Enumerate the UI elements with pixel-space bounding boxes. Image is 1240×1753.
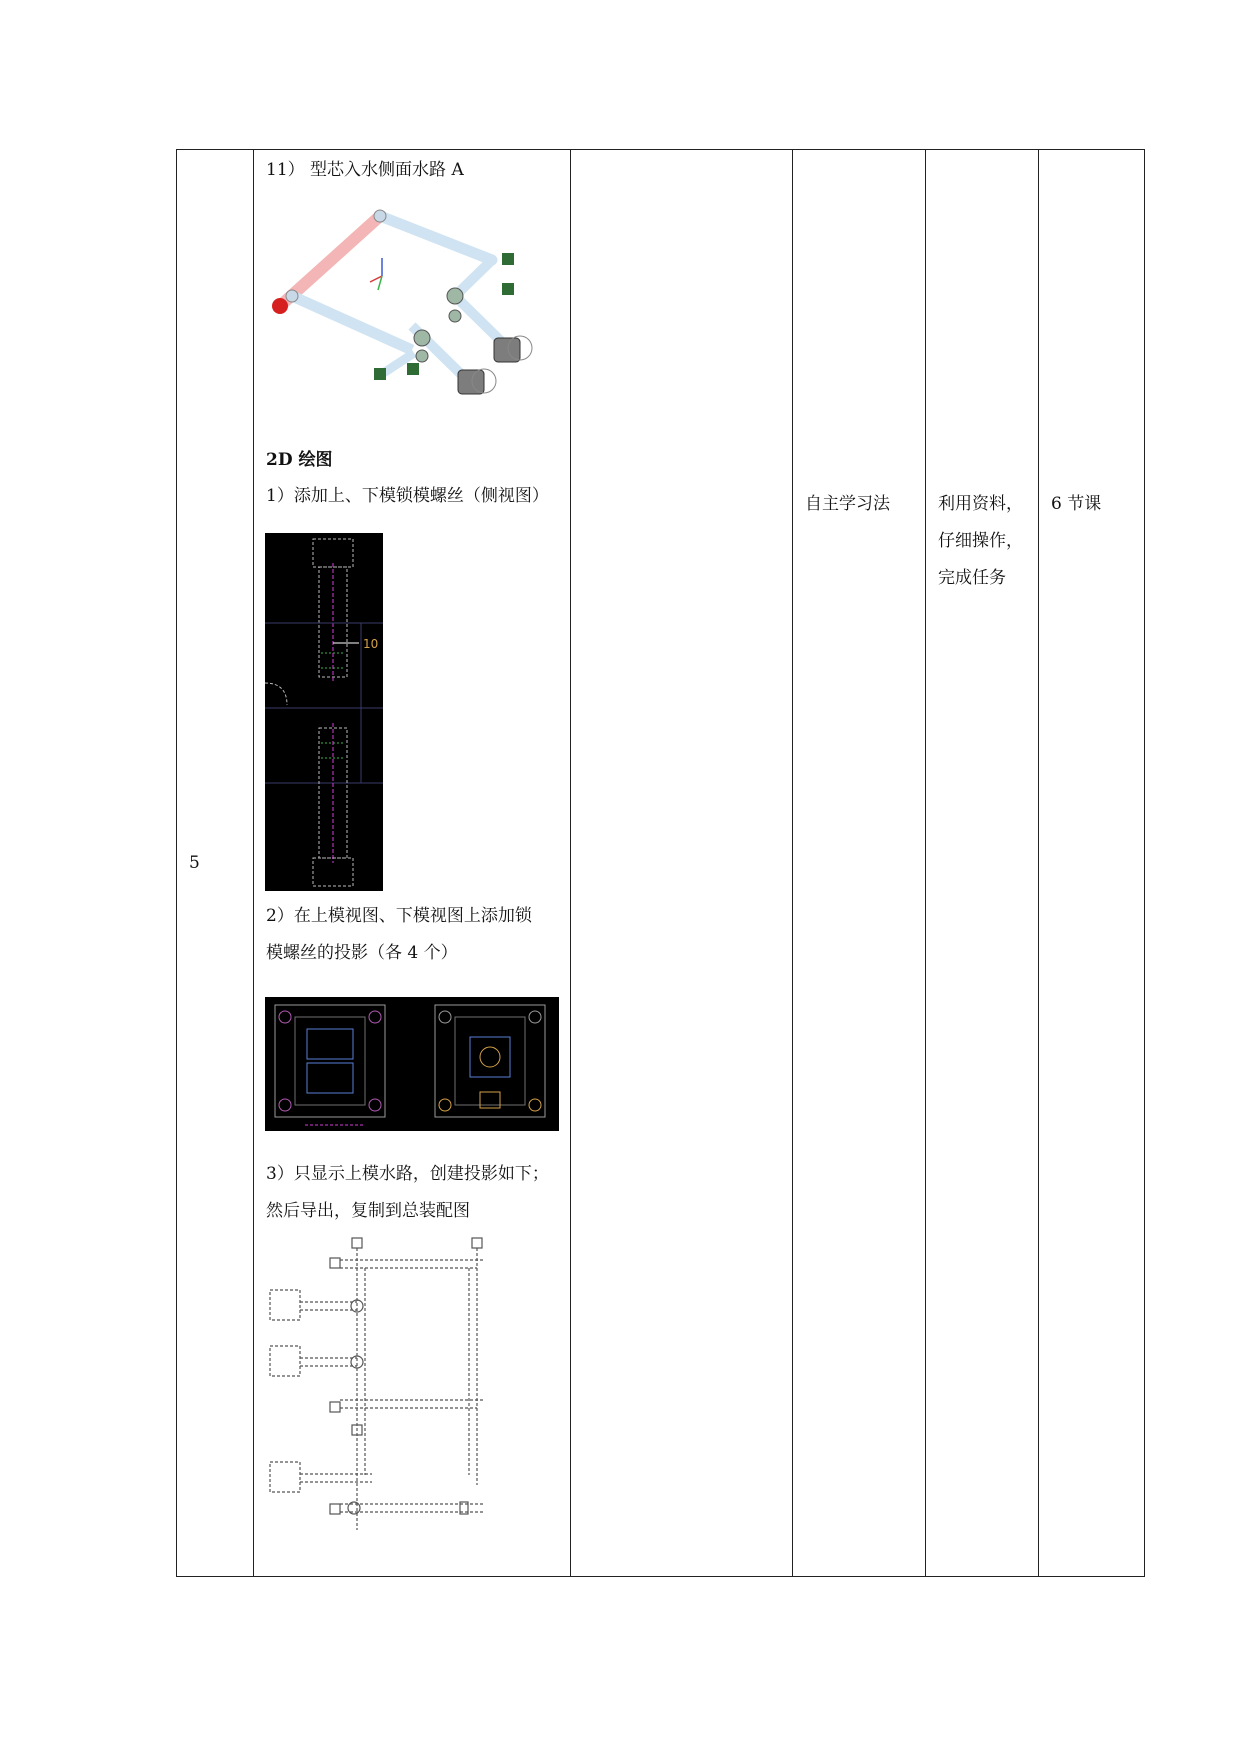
table-row (177, 150, 1145, 1577)
row-number: 5 (189, 853, 200, 873)
method-cell (793, 150, 926, 1577)
cad-side-view-figure (265, 533, 383, 891)
empty-cell (571, 150, 793, 1577)
step-3-text-line2: 然后导出，复制到总装配图 (266, 1201, 470, 1221)
requirement-line-1: 利用资料， (938, 494, 1023, 514)
content-cell (254, 150, 571, 1577)
time-text: 6 节课 (1051, 494, 1102, 514)
teaching-method: 自主学习法 (805, 494, 890, 514)
requirement-cell (926, 150, 1039, 1577)
waterline-projection-figure (262, 1230, 512, 1560)
lesson-plan-table (176, 149, 1145, 1577)
requirement-line-3: 完成任务 (938, 568, 1006, 588)
time-cell (1039, 150, 1145, 1577)
step-2-text-line1: 2）在上模视图、下模视图上添加锁 (266, 906, 532, 926)
dimension-label: 10 (363, 637, 379, 651)
step-1-text: 1）添加上、下模锁模螺丝（侧视图） (266, 486, 549, 506)
waterline-3d-icon (272, 210, 532, 394)
step-11-text: 11） 型芯入水侧面水路 A (266, 160, 464, 180)
waterline-3d-figure (262, 198, 542, 398)
requirement-text (926, 150, 1038, 597)
section-heading-2d: 2D 绘图 (266, 450, 333, 470)
row-number-cell (177, 150, 254, 1577)
cad-top-views-figure (265, 997, 559, 1131)
step-2-text-line2: 模螺丝的投影（各 4 个） (266, 943, 458, 963)
requirement-line-2: 仔细操作， (938, 531, 1023, 551)
step-3-text-line1: 3）只显示上模水路，创建投影如下； (266, 1164, 549, 1184)
waterline-projection-icon (270, 1238, 484, 1530)
